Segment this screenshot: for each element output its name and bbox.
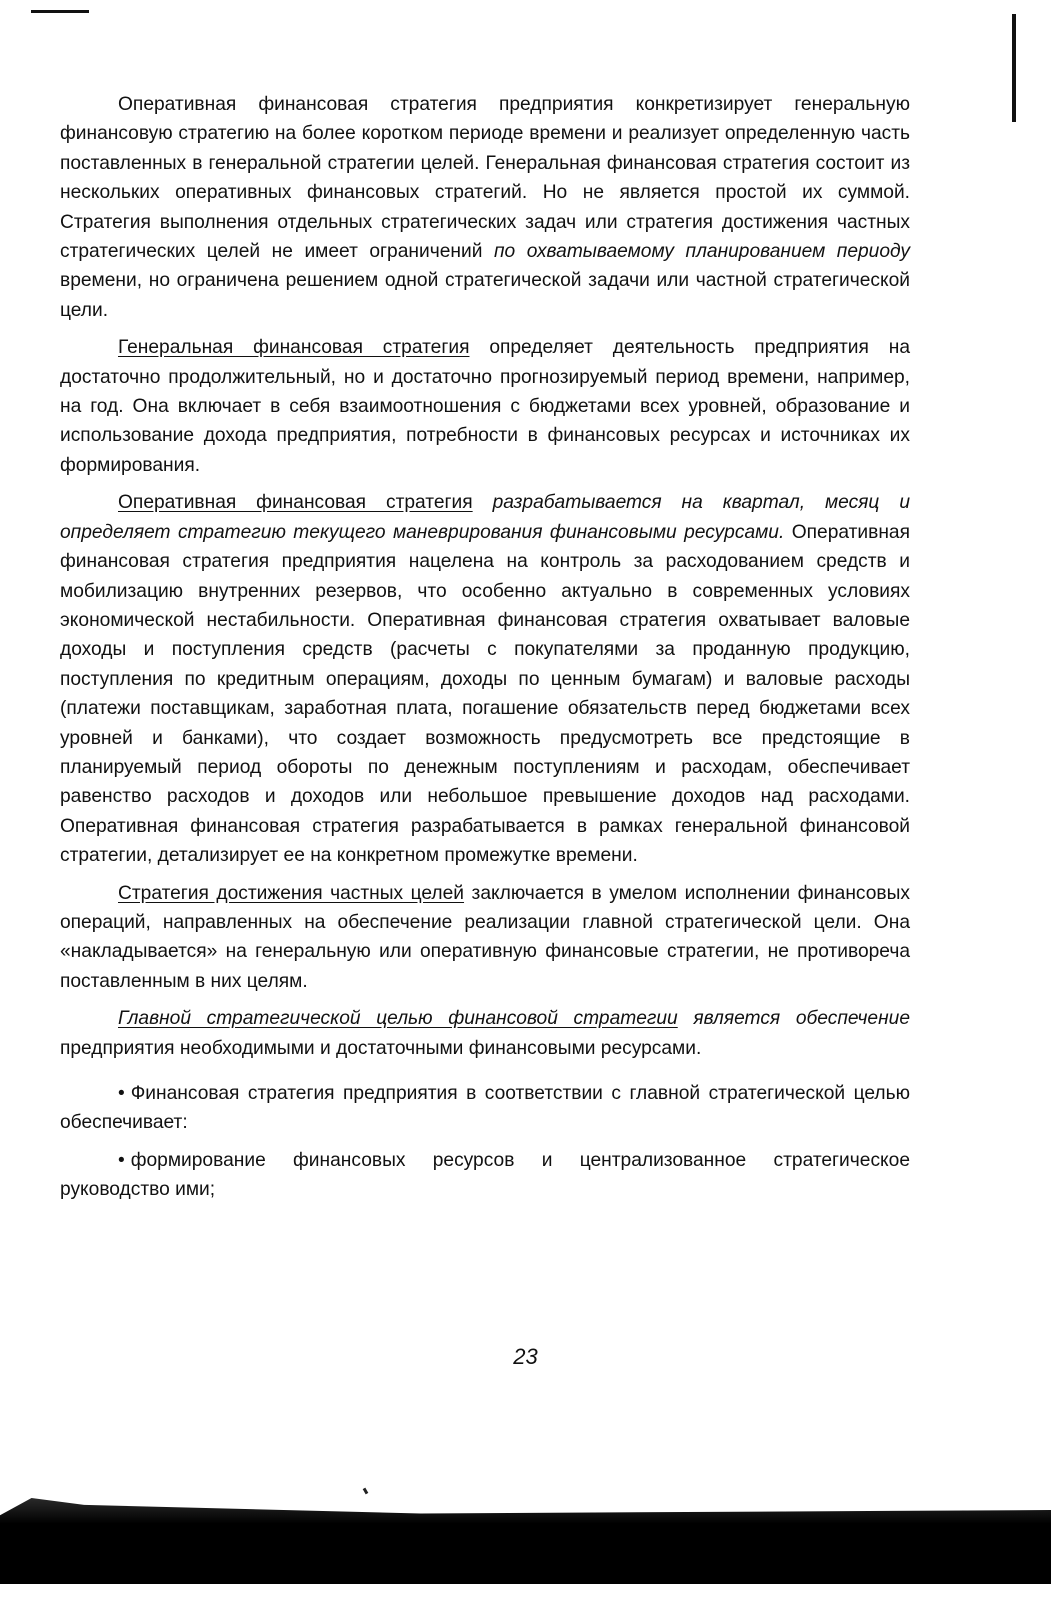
paragraph-main-goal [60,1004,910,1063]
bullet-item [60,1079,910,1138]
paragraph-text: заключается в умелом исполнении финансовых операций, направленных на обеспечение реализации главной стратегической цели. Она «накладывается» на генеральную или оперативную финансовые стратегии, не противореча поставленным в них целям. [60,882,910,992]
bullet-text: Финансовая стратегия предприятия в соответствии с главной стратегической целью обеспечивает: [60,1083,910,1134]
scan-artifact-top [31,10,89,13]
paragraph-general-strategy [60,333,910,480]
scan-artifact-bottom-bar [0,1498,1051,1584]
page-body [60,90,910,1213]
paragraph-tail: времени, но ограничена решением одной стратегической задачи или частной стратегической цели. [60,270,910,321]
paragraph-italic: по охватываемому планированием периоду [493,241,910,263]
term-main-goal: Главной стратегической целью финансовой стратегии [118,1008,678,1030]
paragraph-private-goals-strategy [60,879,910,997]
scan-artifact-speck [363,1488,369,1495]
scan-artifact-right [1012,14,1016,122]
term-private-goals-strategy: Стратегия достижения частных целей [118,882,465,904]
paragraph-tail: Оперативная финансовая стратегия предприятия нацелена на контроль за расходованием средств и мобилизацию внутренних резервов, что особенно актуально в современных условиях экономической нестабильности. Оперативная финансовая стратегия охватывает валовые доходы и поступления средств (расчеты с покупателями за проданную продукцию, поступления по кредитным операциям, доходы по ценным бумагам) и валовые расходы (платежи поставщикам, заработная плата, погашение обязательств перед бюджетами всех уровней и банками), что создает возможность предусмотреть все предстоящие в планируемый период обороты по денежным поступлениям и расходам, обеспечивает равенство расходов и доходов или небольшое превышение доходов над расходами. Оперативная финансовая стратегия разрабатывается в рамках генеральной финансовой стратегии, детализирует ее на конкретном промежутке времени. [60,521,910,867]
paragraph-text: Оперативная финансовая стратегия предприятия конкретизирует генеральную финансовую стратегию на более коротком периоде времени и реализует определенную часть поставленных в генеральной стратегии целей. Генеральная финансовая стратегия состоит из нескольких оперативных финансовых стратегий. Но не является простой их суммой. Стратегия выполнения отдельных стратегических задач или стратегия достижения частных стратегических целей не имеет ограничений [60,94,910,263]
bullet-icon: • [118,1083,125,1104]
paragraph-tail: предприятия необходимыми и достаточными финансовыми ресурсами. [60,1037,702,1059]
page-number: 23 [513,1344,538,1369]
bullet-text: формирование финансовых ресурсов и централизованное стратегическое руководство ими; [60,1149,910,1201]
paragraph-operative-strategy-intro [60,90,910,325]
paragraph-italic: разрабатывается на квартал, месяц и определяет стратегию текущего маневрирования финансовыми ресурсами. [60,492,910,543]
term-operative-strategy: Оперативная финансовая стратегия [118,492,473,514]
bullet-item [60,1146,910,1205]
term-general-strategy: Генеральная финансовая стратегия [118,337,470,359]
paragraph-text: определяет деятельность предприятия на достаточно продолжительный, но и достаточно прогнозируемый период времени, например, на год. Она включает в себя взаимоотношения с бюджетами всех уровней, образование и использование дохода предприятия, потребности в финансовых ресурсах и источниках их формирования. [60,337,910,476]
paragraph-italic: является обеспечение [693,1008,911,1030]
bullet-icon: • [118,1149,125,1171]
paragraph-operative-strategy [60,488,910,870]
